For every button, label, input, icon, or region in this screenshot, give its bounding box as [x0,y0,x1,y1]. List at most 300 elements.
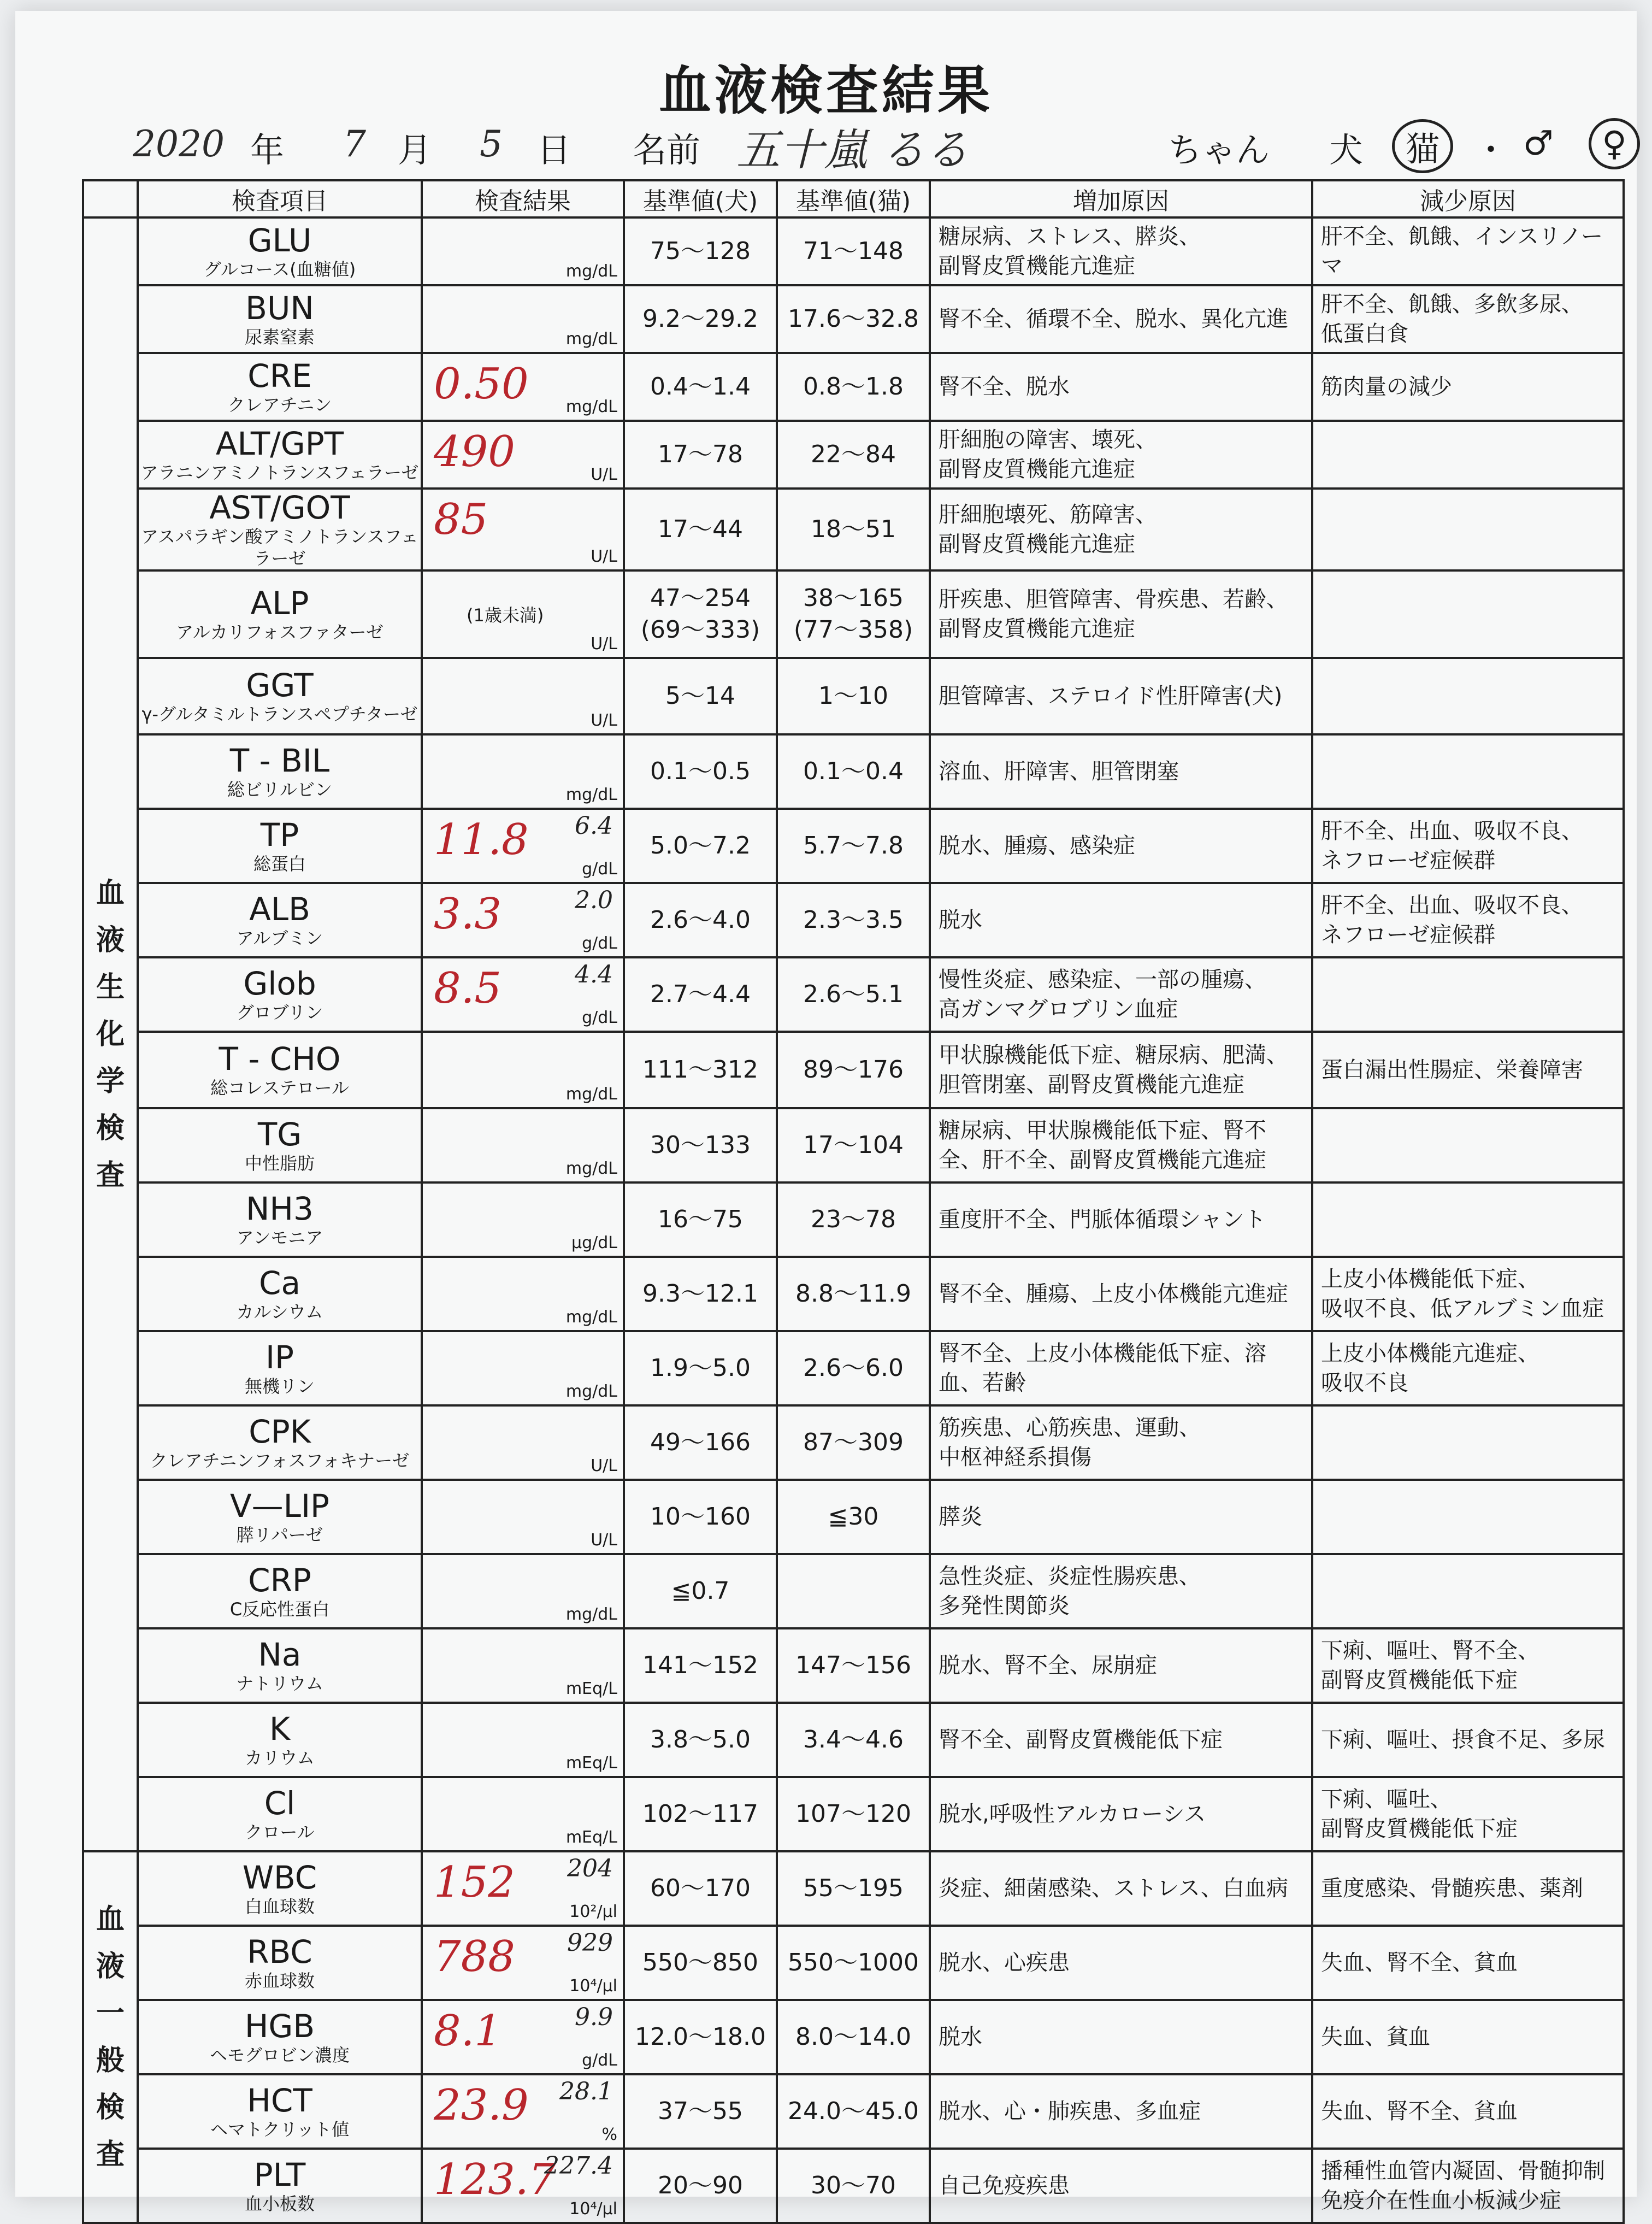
header-item: 検査項目 [138,180,422,217]
result-unit: mg/dL [565,1308,617,1327]
test-result [422,570,624,658]
ref-dog: 17〜78 [624,421,777,489]
table-row [83,1182,1624,1257]
table-row [83,1480,1624,1554]
species-cat-circled: 猫 [1392,119,1453,173]
test-item [138,1480,422,1554]
species-dog: 犬 [1329,130,1364,170]
test-name-jp: ヘマトクリット値 [210,2119,350,2140]
header-row [83,180,1624,217]
test-result [422,734,624,809]
result-unit: mg/dL [565,330,617,349]
table-row [83,1703,1624,1777]
test-result [422,1851,624,1926]
test-name-jp: 赤血球数 [244,1970,315,1991]
separator-dot: ・ [1474,130,1508,170]
decrease-causes [1312,658,1624,734]
result-unit: μg/dL [571,1233,617,1252]
test-abbr: RBC [247,1933,312,1970]
test-name-jp: クロール [245,1822,315,1843]
increase-causes: 肝細胞壊死、筋障害、 副腎皮質機能亢進症 [930,489,1312,570]
ref-dog: 16〜75 [624,1182,777,1257]
decrease-causes: 上皮小体機能亢進症、 吸収不良 [1312,1331,1624,1405]
increase-causes: 慢性炎症、感染症、一部の腫瘍、 高ガンマグロブリン血症 [930,957,1312,1032]
table-row [83,421,1624,489]
decrease-causes [1312,1554,1624,1628]
page-title: 血液検査結果 [659,60,993,121]
result-annotation: 204 [567,1855,613,1882]
result-value: 788 [434,1932,515,1981]
test-name-jp: C反応性蛋白 [229,1599,330,1620]
ref-dog: 9.2〜29.2 [624,285,777,353]
ref-dog: 10〜160 [624,1480,777,1554]
name-suffix: ちゃん [1168,130,1270,170]
ref-cat: 18〜51 [777,489,930,570]
ref-dog: 2.7〜4.4 [624,957,777,1032]
test-name-jp: カリウム [245,1748,315,1768]
test-item [138,2000,422,2074]
ref-dog: 75〜128 [624,217,777,285]
result-value: 11.8 [434,815,529,864]
ref-dog: 5〜14 [624,658,777,734]
decrease-causes: 下痢、嘔吐、摂食不足、多尿 [1312,1703,1624,1777]
decrease-causes: 肝不全、出血、吸収不良、 ネフローゼ症候群 [1312,883,1624,957]
result-value: 123.7 [434,2155,556,2204]
decrease-causes: 肝不全、飢餓、多飲多尿、 低蛋白食 [1312,285,1624,353]
table-row [83,658,1624,734]
test-name-jp: 中性脂肪 [244,1153,315,1174]
test-result [422,1926,624,2000]
result-value: 0.50 [434,360,529,409]
test-name-jp: ヘモグロビン濃度 [209,2045,350,2066]
decrease-causes [1312,734,1624,809]
ref-dog: 49〜166 [624,1405,777,1480]
increase-causes: 腎不全、脱水 [930,353,1312,421]
ref-dog: 30〜133 [624,1108,777,1182]
decrease-causes: 筋肉量の減少 [1312,353,1624,421]
result-unit: g/dL [582,860,617,879]
table-row [83,1405,1624,1480]
header-blank [83,180,138,217]
table-row [83,1331,1624,1405]
result-unit: mg/dL [565,1159,617,1178]
ref-dog: ≦0.7 [624,1554,777,1628]
test-name-jp: γ-グルタミルトランスペプチターゼ [141,704,418,725]
test-name-jp: 白血球数 [244,1896,315,1917]
test-item [138,353,422,421]
table-row [83,734,1624,809]
section-char: 液 [96,924,125,957]
section-char: 生 [96,971,125,1004]
decrease-causes [1312,1182,1624,1257]
table-row [83,353,1624,421]
result-unit: g/dL [582,934,617,953]
increase-causes: 糖尿病、甲状腺機能低下症、腎不 全、肝不全、副腎皮質機能亢進症 [930,1108,1312,1182]
result-unit: g/dL [582,1008,617,1027]
table-row [83,570,1624,658]
test-abbr: V—LIP [229,1487,330,1525]
decrease-causes: 重度感染、骨髄疾患、薬剤 [1312,1851,1624,1926]
test-abbr: ALB [249,891,310,928]
section-char: 一 [96,1997,125,2030]
decrease-causes [1312,1480,1624,1554]
result-sheet [15,11,1637,2219]
test-item [138,957,422,1032]
test-name-jp: ナトリウム [236,1673,323,1694]
increase-causes: 脱水、心・肺疾患、多血症 [930,2074,1312,2149]
test-result [422,1405,624,1480]
section-char: 液 [96,1950,125,1983]
test-name-jp: 無機リン [244,1376,315,1397]
test-item [138,1777,422,1851]
ref-cat: 5.7〜7.8 [777,809,930,883]
result-unit: U/L [591,465,617,484]
increase-causes: 腎不全、循環不全、脱水、異化亢進 [930,285,1312,353]
test-item [138,1331,422,1405]
test-item [138,1851,422,1926]
test-abbr: HGB [244,2008,315,2045]
result-unit: mg/dL [565,1085,617,1104]
year-value: 2020 [133,123,225,165]
decrease-causes [1312,489,1624,570]
test-item [138,1257,422,1331]
decrease-causes [1312,421,1624,489]
section-char: 化 [96,1018,125,1051]
decrease-causes: 失血、貧血 [1312,2000,1624,2074]
test-name-jp: カルシウム [236,1302,323,1322]
section-char: 血 [96,1903,125,1936]
ref-dog: 9.3〜12.1 [624,1257,777,1331]
test-item [138,1182,422,1257]
test-item [138,809,422,883]
increase-causes: 膵炎 [930,1480,1312,1554]
table-row [83,217,1624,285]
result-annotation: 2.0 [575,886,613,914]
section-char: 学 [96,1065,125,1098]
test-name-jp: 膵リパーゼ [236,1525,323,1545]
test-item [138,285,422,353]
test-abbr: HCT [247,2082,312,2119]
ref-cat: 24.0〜45.0 [777,2074,930,2149]
test-result [422,2074,624,2149]
test-abbr: Glob [243,965,316,1002]
increase-causes: 胆管障害、ステロイド性肝障害(犬) [930,658,1312,734]
test-abbr: Ca [258,1264,301,1302]
test-abbr: GGT [246,667,314,704]
result-unit: 10⁴/μl [569,2199,617,2219]
increase-causes: 腎不全、腫瘍、上皮小体機能亢進症 [930,1257,1312,1331]
result-unit: U/L [591,1531,617,1550]
result-annotation: 28.1 [559,2078,613,2105]
ref-dog: 141〜152 [624,1628,777,1703]
ref-dog: 102〜117 [624,1777,777,1851]
test-abbr: TP [260,816,299,854]
table-row [83,1926,1624,2000]
increase-causes: 脱水 [930,2000,1312,2074]
test-abbr: PLT [253,2156,306,2193]
test-abbr: Na [258,1636,302,1673]
ref-cat: 0.1〜0.4 [777,734,930,809]
ref-dog: 0.4〜1.4 [624,353,777,421]
test-result [422,1554,624,1628]
increase-causes: 溶血、肝障害、胆管閉塞 [930,734,1312,809]
decrease-causes [1312,570,1624,658]
ref-cat: 23〜78 [777,1182,930,1257]
test-result [422,1480,624,1554]
header-ref-cat: 基準値(猫) [777,180,930,217]
test-abbr: ALP [250,585,309,622]
test-name-jp: 尿素窒素 [244,327,315,348]
test-item [138,1554,422,1628]
ref-cat: 89〜176 [777,1032,930,1108]
result-unit: U/L [591,634,617,654]
test-name-jp: クレアチニン [227,395,332,415]
test-result [422,2149,624,2223]
test-abbr: CPK [249,1413,311,1450]
test-result [422,809,624,883]
test-abbr: IP [265,1339,294,1376]
decrease-causes [1312,1108,1624,1182]
test-item [138,1926,422,2000]
test-result [422,217,624,285]
test-name-jp: アルブミン [236,928,323,949]
test-item [138,734,422,809]
table-row [83,1257,1624,1331]
test-name-jp: 総コレステロール [210,1078,349,1098]
increase-causes: 肝疾患、胆管障害、骨疾患、若齢、 副腎皮質機能亢進症 [930,570,1312,658]
test-result [422,285,624,353]
test-name-jp: 総ビリルビン [227,779,332,800]
name-label: 名前 [633,130,701,170]
decrease-causes: 蛋白漏出性腸症、栄養障害 [1312,1032,1624,1108]
result-value: 85 [434,495,488,544]
ref-cat: 17〜104 [777,1108,930,1182]
ref-dog: 47〜254 (69〜333) [624,570,777,658]
result-unit: mg/dL [565,397,617,416]
result-value: 8.1 [434,2007,502,2056]
decrease-causes [1312,1405,1624,1480]
header-ref-dog: 基準値(犬) [624,180,777,217]
result-unit: 10²/μl [569,1902,617,1921]
test-item [138,883,422,957]
test-result [422,421,624,489]
day-label: 日 [537,130,571,170]
result-annotation: 4.4 [575,961,613,989]
table-row [83,1628,1624,1703]
increase-causes: 甲状腺機能低下症、糖尿病、肥満、 胆管閉塞、副腎皮質機能亢進症 [930,1032,1312,1108]
result-value: 3.3 [434,890,502,939]
ref-cat: 38〜165 (77〜358) [777,570,930,658]
test-name-jp: アラニンアミノトランスフェラーゼ [140,462,419,483]
table-row [83,809,1624,883]
section-char: 血 [96,877,125,910]
ref-dog: 12.0〜18.0 [624,2000,777,2074]
test-item [138,1405,422,1480]
ref-cat: 3.4〜4.6 [777,1703,930,1777]
ref-dog: 5.0〜7.2 [624,809,777,883]
result-annotation: 9.9 [575,2003,613,2031]
result-unit: mEq/L [565,1754,617,1773]
result-unit: g/dL [582,2051,617,2070]
test-result [422,2000,624,2074]
test-item [138,217,422,285]
ref-cat: 55〜195 [777,1851,930,1926]
increase-causes: 脱水 [930,883,1312,957]
test-item [138,1032,422,1108]
ref-dog: 1.9〜5.0 [624,1331,777,1405]
result-unit: mg/dL [565,1605,617,1624]
section-cbc [83,1851,138,2223]
ref-cat [777,1554,930,1628]
result-value: 490 [434,427,515,476]
test-result [422,1257,624,1331]
decrease-causes: 失血、腎不全、貧血 [1312,1926,1624,2000]
test-result [422,1628,624,1703]
ref-cat: 2.6〜5.1 [777,957,930,1032]
ref-dog: 17〜44 [624,489,777,570]
section-char: 検 [96,2091,125,2124]
section-char: 査 [96,1159,125,1192]
ref-cat: 87〜309 [777,1405,930,1480]
ref-cat: 30〜70 [777,2149,930,2223]
test-result [422,1777,624,1851]
header-increase: 増加原因 [930,180,1312,217]
decrease-causes: 肝不全、出血、吸収不良、 ネフローゼ症候群 [1312,809,1624,883]
sex-male: ♂ [1523,123,1554,163]
ref-dog: 550〜850 [624,1926,777,2000]
test-abbr: NH3 [246,1190,314,1227]
ref-dog: 37〜55 [624,2074,777,2149]
ref-cat: 550〜1000 [777,1926,930,2000]
ref-cat: 8.0〜14.0 [777,2000,930,2074]
test-result [422,1182,624,1257]
table-row [83,1851,1624,1926]
test-name-jp: 血小板数 [244,2193,315,2214]
ref-cat: 1〜10 [777,658,930,734]
test-abbr: K [269,1710,291,1748]
month-value: 7 [343,123,366,165]
table-row [83,2074,1624,2149]
table-row [83,957,1624,1032]
decrease-causes: 下痢、嘔吐、腎不全、 副腎皮質機能低下症 [1312,1628,1624,1703]
table-row [83,489,1624,570]
table-row [83,2000,1624,2074]
test-name-jp: アルカリフォスファターゼ [176,622,384,643]
ref-cat: ≦30 [777,1480,930,1554]
test-name-jp: グロブリン [236,1002,323,1023]
table-row [83,1032,1624,1108]
test-name-jp: アンモニア [236,1227,323,1248]
increase-causes: 脱水、腫瘍、感染症 [930,809,1312,883]
decrease-causes: 下痢、嘔吐、 副腎皮質機能低下症 [1312,1777,1624,1851]
result-unit: U/L [591,1456,617,1475]
ref-cat: 71〜148 [777,217,930,285]
increase-causes: 筋疾患、心筋疾患、運動、 中枢神経系損傷 [930,1405,1312,1480]
result-unit: % [601,2125,617,2144]
header-decrease: 減少原因 [1312,180,1624,217]
decrease-causes: 肝不全、飢餓、インスリノーマ [1312,217,1624,285]
test-item [138,1108,422,1182]
ref-cat: 2.6〜6.0 [777,1331,930,1405]
ref-cat: 107〜120 [777,1777,930,1851]
test-abbr: AST/GOT [209,489,350,526]
increase-causes: 脱水、心疾患 [930,1926,1312,2000]
section-char: 査 [96,2138,125,2171]
table-row [83,1108,1624,1182]
test-item [138,570,422,658]
result-annotation: 929 [567,1929,613,1957]
result-unit: mg/dL [565,785,617,804]
table-row [83,285,1624,353]
section-char: 般 [96,2044,125,2077]
test-item [138,1703,422,1777]
table-row [83,1777,1624,1851]
day-value: 5 [480,123,503,165]
test-name-jp: グルコース(血糖値) [203,259,356,280]
test-abbr: T - BIL [229,742,330,779]
result-annotation: 6.4 [575,812,613,840]
increase-causes: 重度肝不全、門脈体循環シャント [930,1182,1312,1257]
decrease-causes: 失血、腎不全、貧血 [1312,2074,1624,2149]
test-item [138,489,422,570]
test-name-jp: 総蛋白 [253,854,306,874]
patient-name: 五十嵐 るる [736,125,969,175]
test-name-jp: クレアチニンフォスフォキナーゼ [150,1450,410,1471]
ref-dog: 60〜170 [624,1851,777,1926]
increase-causes: 炎症、細菌感染、ストレス、白血病 [930,1851,1312,1926]
sex-female-circled: ♀ [1589,118,1640,169]
decrease-causes: 播種性血管内凝固、骨髄抑制 免疫介在性血小板減少症 [1312,2149,1624,2223]
test-abbr: CRP [248,1562,311,1599]
test-abbr: GLU [247,222,312,259]
result-unit: 10⁴/μl [569,1976,617,1996]
increase-causes: 腎不全、副腎皮質機能低下症 [930,1703,1312,1777]
decrease-causes: 上皮小体機能低下症、 吸収不良、低アルブミン血症 [1312,1257,1624,1331]
increase-causes: 肝細胞の障害、壊死、 副腎皮質機能亢進症 [930,421,1312,489]
section-biochemistry [83,217,138,1851]
ref-cat: 22〜84 [777,421,930,489]
test-result [422,883,624,957]
result-value: 8.5 [434,964,502,1013]
increase-causes: 脱水、腎不全、尿崩症 [930,1628,1312,1703]
decrease-causes [1312,957,1624,1032]
ref-dog: 2.6〜4.0 [624,883,777,957]
ref-dog: 3.8〜5.0 [624,1703,777,1777]
test-abbr: CRE [247,357,312,395]
ref-cat: 147〜156 [777,1628,930,1703]
table-row [83,2149,1624,2223]
ref-cat: 2.3〜3.5 [777,883,930,957]
increase-causes: 糖尿病、ストレス、膵炎、 副腎皮質機能亢進症 [930,217,1312,285]
result-annotation: 227.4 [544,2152,613,2180]
test-result [422,1108,624,1182]
test-result [422,1331,624,1405]
ref-dog: 111〜312 [624,1032,777,1108]
month-label: 月 [398,130,432,170]
test-abbr: ALT/GPT [215,425,344,462]
results-table [82,179,1625,2224]
ref-cat: 17.6〜32.8 [777,285,930,353]
result-value: 23.9 [434,2081,529,2130]
result-unit: mg/dL [565,262,617,281]
year-label: 年 [250,130,285,170]
result-value: 152 [434,1858,515,1907]
test-abbr: WBC [242,1859,317,1896]
ref-cat: 8.8〜11.9 [777,1257,930,1331]
test-abbr: BUN [245,290,314,327]
test-item [138,2074,422,2149]
test-result [422,1032,624,1108]
